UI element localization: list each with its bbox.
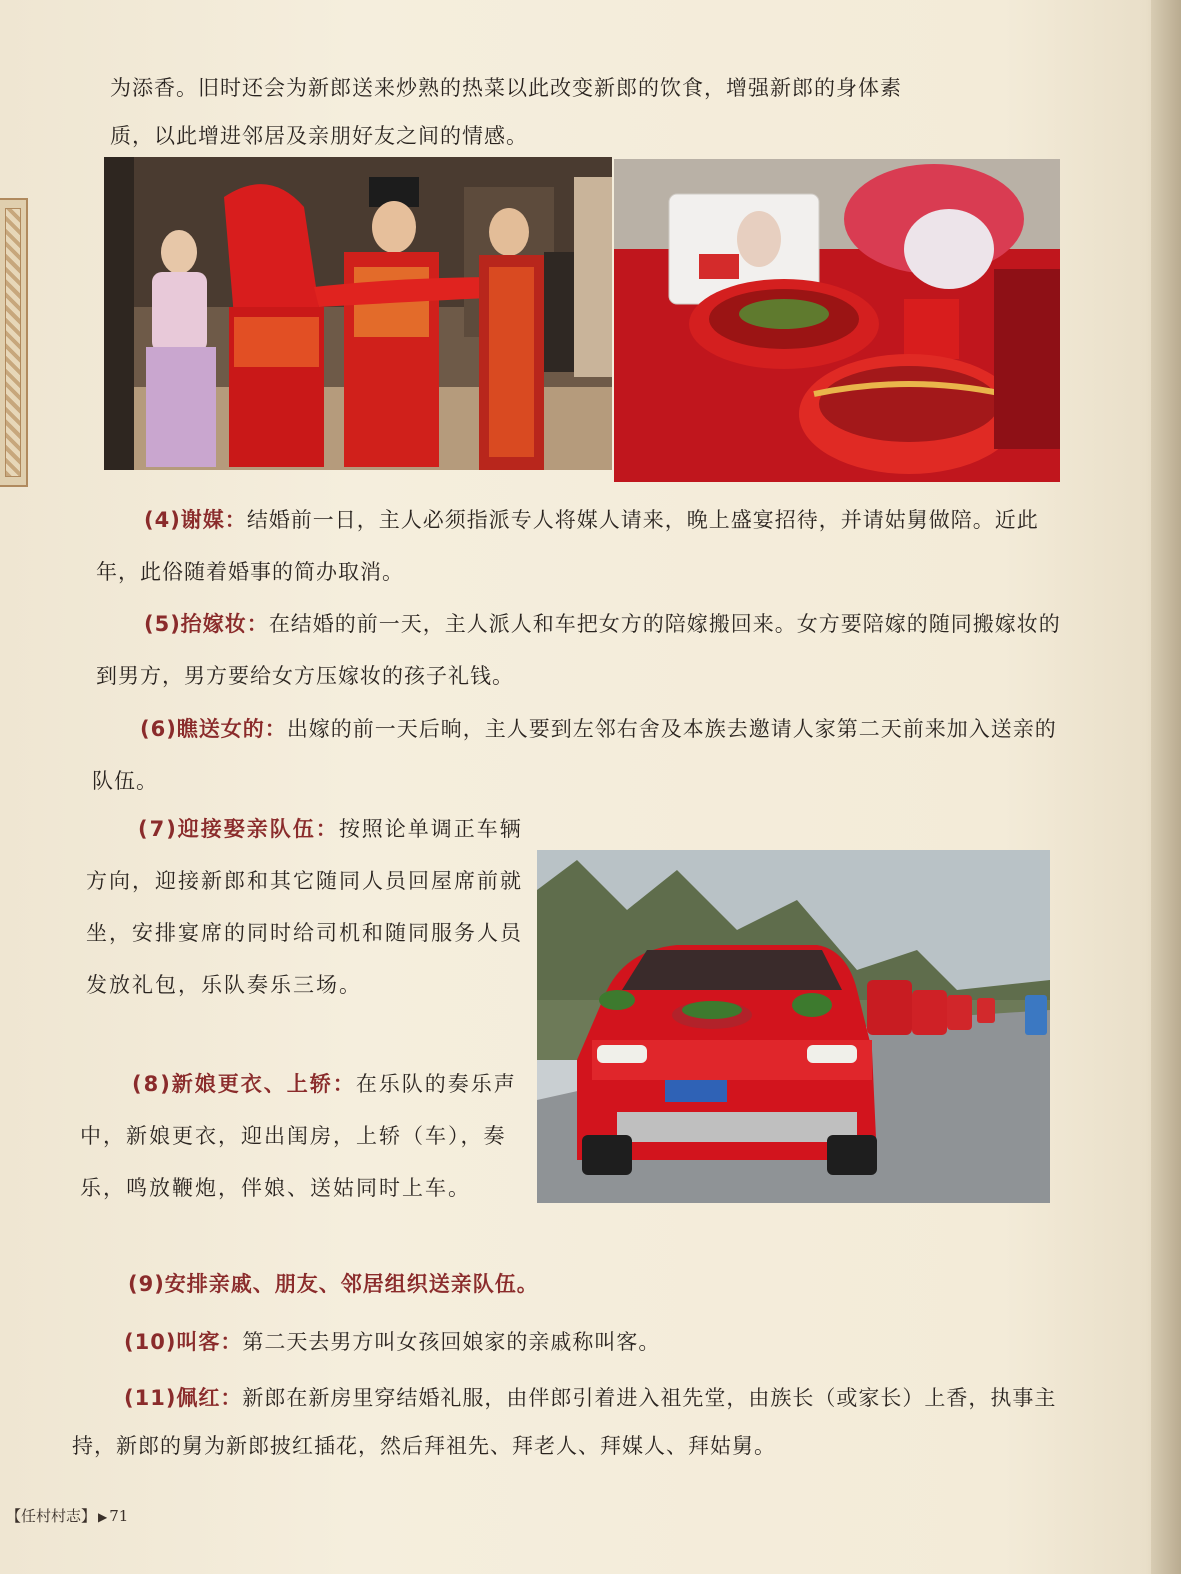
- book-spine-shadow: [1151, 0, 1181, 1574]
- section-10-text: 第二天去男方叫女孩回娘家的亲戚称叫客。: [242, 1330, 661, 1354]
- dowry-items-photo: [614, 159, 1060, 482]
- section-11-heading: (11)佩红：: [124, 1386, 243, 1410]
- section-9-heading: (9)安排亲戚、朋友、邻居组织送亲队伍。: [128, 1272, 539, 1296]
- section-11-text: 新郎在新房里穿结婚礼服，由伴郎引着进入祖先堂，由族长（或家长）上香，执事主持，新郎的舅为新郎披红插花，然后拜祖先、拜老人、拜媒人、拜姑舅。: [72, 1386, 1057, 1458]
- section-5: [96, 598, 1071, 702]
- section-8: [80, 1058, 525, 1214]
- section-7-text: 按照论单调正车辆方向，迎接新郎和其它随同人员回屋席前就坐，安排宴席的同时给司机和随同服务人员发放礼包，乐队奏乐三场。: [86, 817, 523, 997]
- section-6: [92, 703, 1067, 807]
- section-4-heading: (4)谢媒：: [144, 508, 247, 532]
- intro-line-2: 质，以此增进邻居及亲朋好友之间的情感。: [110, 124, 528, 148]
- section-4: [96, 494, 1071, 598]
- intro-line-1: 为添香。旧时还会为新郎送来炒熟的热菜以此改变新郎的饮食，增强新郎的身体素: [110, 76, 902, 100]
- footer-arrow-icon: ▶: [98, 1510, 108, 1524]
- wedding-car-convoy-photo: [537, 850, 1050, 1203]
- side-ornament: [0, 198, 28, 487]
- book-title: 【任村村志】: [6, 1507, 97, 1525]
- section-10-heading: (10)叫客：: [124, 1330, 243, 1354]
- page-number: 71: [109, 1507, 129, 1525]
- section-11: [72, 1374, 1057, 1470]
- section-7-heading: (7)迎接娶亲队伍：: [138, 817, 339, 841]
- section-6-text: 出嫁的前一天后晌，主人要到左邻右舍及本族去邀请人家第二天前来加入送亲的队伍。: [92, 717, 1057, 793]
- section-8-heading: (8)新娘更衣、上轿：: [132, 1072, 356, 1096]
- page-footer: [6, 1505, 128, 1526]
- wedding-ceremony-photo: [104, 157, 612, 470]
- section-10: [76, 1316, 1056, 1368]
- section-7: [86, 803, 528, 1011]
- section-9: [80, 1258, 1060, 1310]
- section-4-text: 结婚前一日，主人必须指派专人将媒人请来，晚上盛宴招待，并请姑舅做陪。近此年，此俗随着婚事的简办取消。: [96, 508, 1039, 584]
- section-6-heading: (6)瞧送女的：: [140, 717, 287, 741]
- section-8-text: 在乐队的奏乐声中，新娘更衣，迎出闺房，上轿（车），奏乐，鸣放鞭炮，伴娘、送姑同时上车。: [80, 1072, 517, 1200]
- section-5-heading: (5)抬嫁妆：: [144, 612, 269, 636]
- section-5-text: 在结婚的前一天，主人派人和车把女方的陪嫁搬回来。女方要陪嫁的随同搬嫁妆的到男方，男方要给女方压嫁妆的孩子礼钱。: [96, 612, 1061, 688]
